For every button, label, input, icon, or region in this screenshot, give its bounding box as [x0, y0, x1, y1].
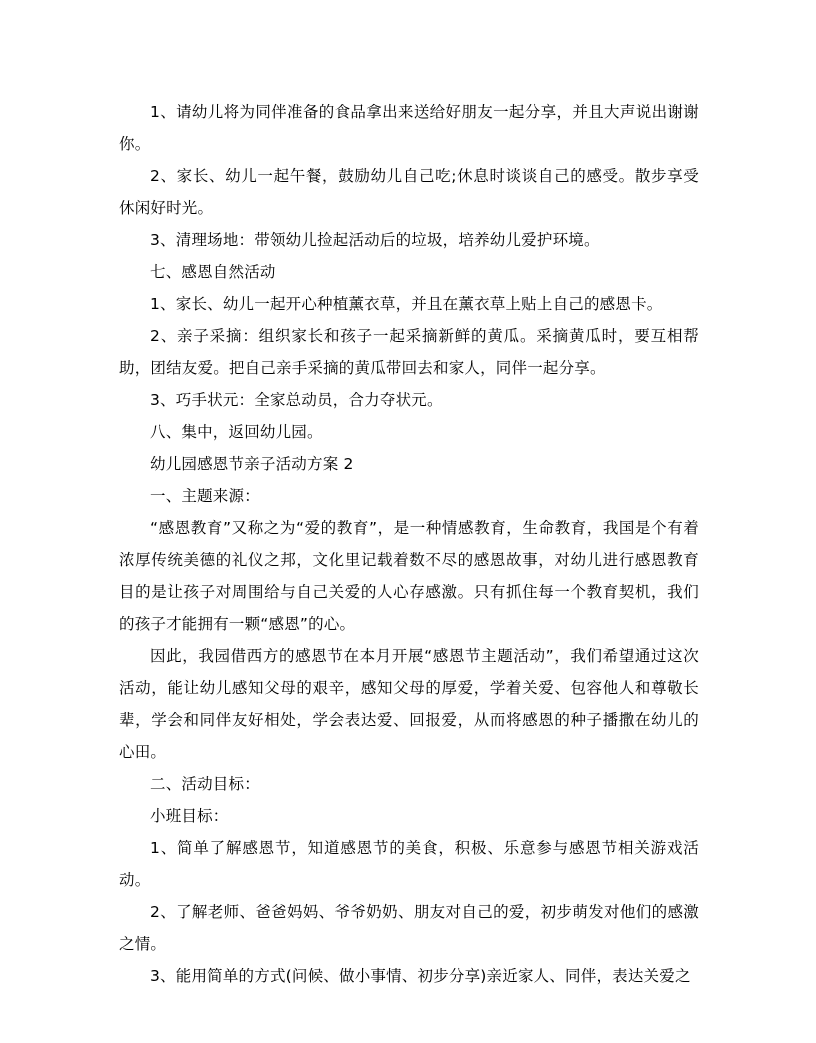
paragraph-lunch: 2、家长、幼儿一起午餐，鼓励幼儿自己吃;休息时谈谈自己的感受。散步享受休闲好时光。: [119, 167, 699, 217]
paragraph-cleanup: 3、清理场地：带领幼儿捡起活动后的垃圾，培养幼儿爱护环境。: [150, 231, 600, 249]
section-heading-nature-activity: 七、感恩自然活动: [150, 263, 276, 281]
section-heading-theme-source: 一、主题来源：: [150, 487, 260, 505]
paragraph-gratitude-education: “感恩教育”又称之为“爱的教育”，是一种情感教育，生命教育，我国是个有着浓厚传统美德的礼仪之邦，文化里记载着数不尽的感恩故事，对幼儿进行感恩教育目的是让孩子对周围给与自己关爱的人心存感激。只有抓住每一个教育契机，我们的孩子才能拥有一颗“感恩”的心。: [119, 519, 699, 633]
paragraph-goal-3: 3、能用简单的方式(问候、做小事情、初步分享)亲近家人、同伴，表达关爱之: [150, 967, 691, 985]
subheading-small-class-goals: 小班目标：: [150, 807, 229, 825]
paragraph-picking: 2、亲子采摘：组织家长和孩子一起采摘新鲜的黄瓜。采摘黄瓜时，要互相帮助，团结友爱。把自己亲手采摘的黄瓜带回去和家人，同伴一起分享。: [119, 327, 699, 377]
paragraph-planting: 1、家长、幼儿一起开心种植薰衣草，并且在薰衣草上贴上自己的感恩卡。: [150, 295, 663, 313]
plan-title-2: 幼儿园感恩节亲子活动方案 2: [150, 455, 354, 473]
document-body: [119, 96, 699, 992]
paragraph-sharing-food: 1、请幼儿将为同伴准备的食品拿出来送给好朋友一起分享，并且大声说出谢谢你。: [119, 103, 699, 153]
paragraph-champion: 3、巧手状元：全家总动员，合力夺状元。: [150, 391, 443, 409]
paragraph-goal-2: 2、了解老师、爸爸妈妈、爷爷奶奶、朋友对自己的爱，初步萌发对他们的感激之情。: [119, 903, 699, 953]
section-heading-goals: 二、活动目标：: [150, 775, 260, 793]
section-heading-return: 八、集中，返回幼儿园。: [150, 423, 323, 441]
paragraph-goal-1: 1、简单了解感恩节，知道感恩节的美食，积极、乐意参与感恩节相关游戏活动。: [119, 839, 699, 889]
paragraph-therefore: 因此，我园借西方的感恩节在本月开展“感恩节主题活动”，我们希望通过这次活动，能让幼儿感知父母的艰辛，感知父母的厚爱，学着关爱、包容他人和尊敬长辈，学会和同伴友好相处，学会表达爱、回报爱，从而将感恩的种子播撒在幼儿的心田。: [119, 647, 699, 761]
